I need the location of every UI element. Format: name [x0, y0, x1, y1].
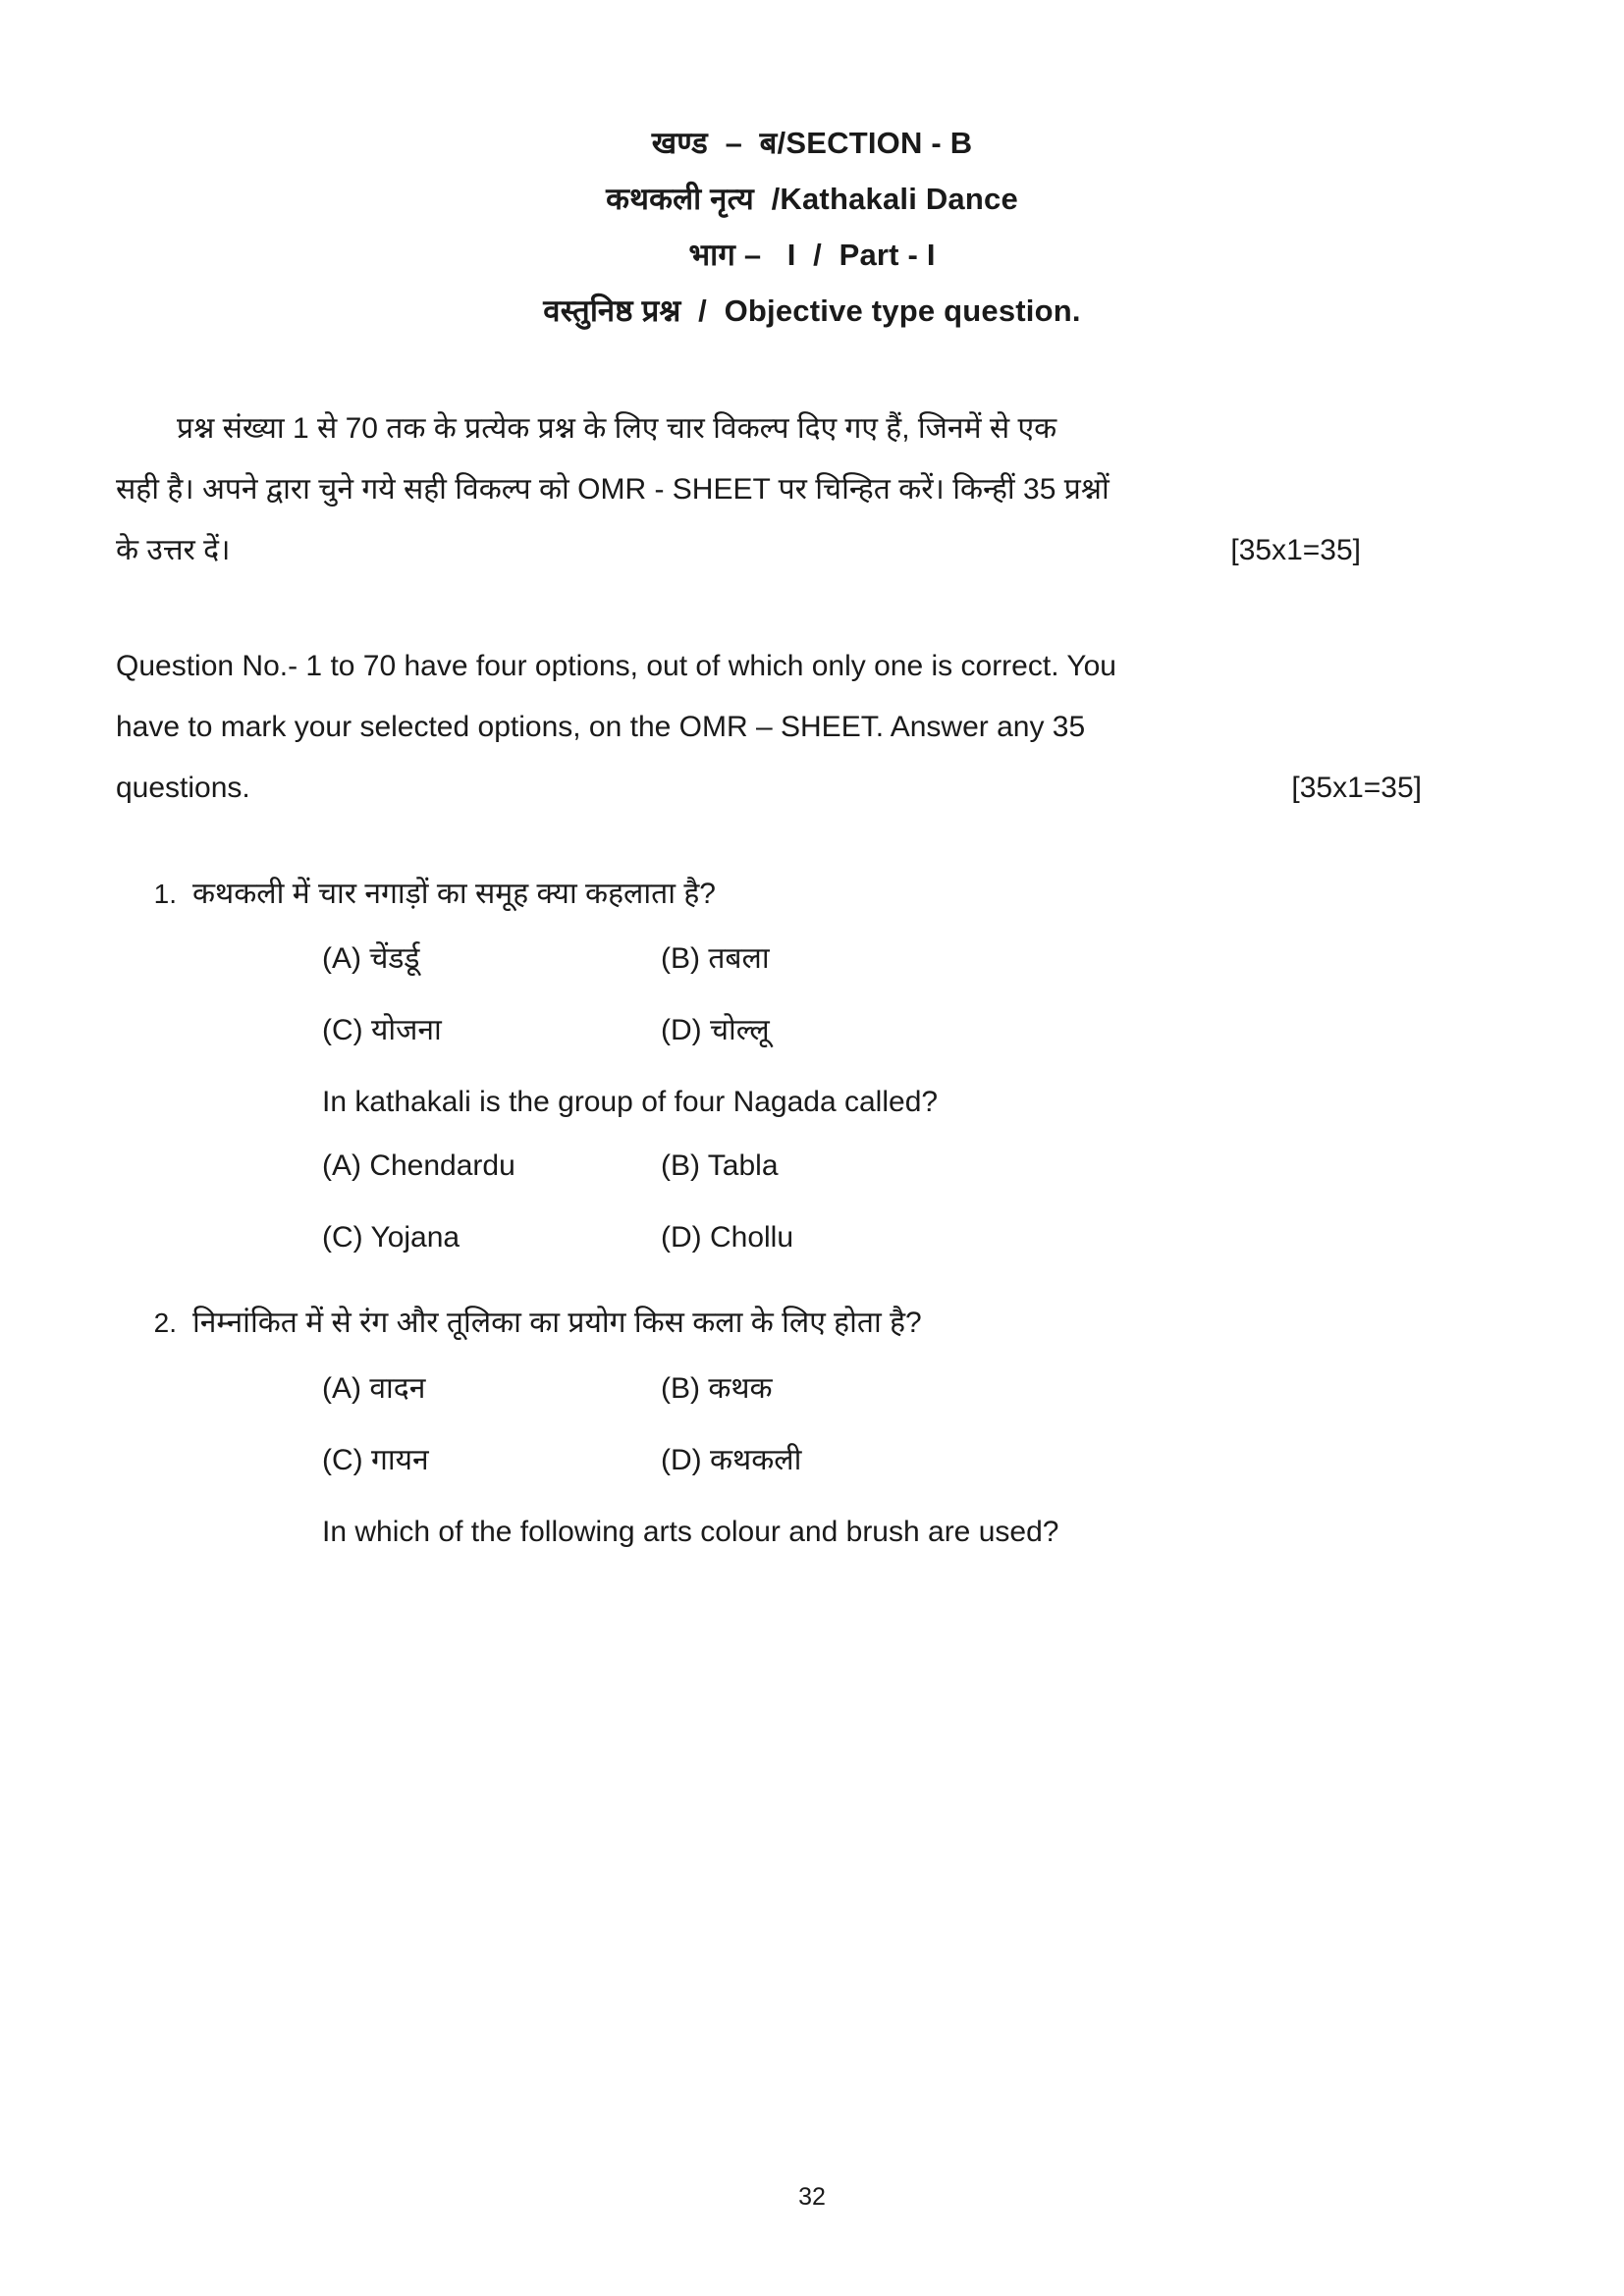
question-spacer [116, 1290, 1508, 1304]
english-marks: [35x1=35] [1291, 772, 1422, 805]
page-number: 32 [798, 2183, 826, 2211]
english-instruction-line-3-row [116, 758, 1508, 819]
english-instruction-line-3: questions. [116, 772, 250, 805]
option-row [322, 1441, 1508, 1479]
hindi-instruction-line-1: प्रश्न संख्या 1 से 70 तक के प्रत्येक प्रश्न के लिए चार विकल्प दिए गए हैं, जिनमें से एक [177, 412, 1057, 445]
hindi-marks: [35x1=35] [1230, 534, 1361, 567]
option-row [322, 1147, 1508, 1185]
question-1-number: 1. [153, 878, 177, 909]
question-block-2 [116, 1304, 1508, 1551]
question-1-english-option-c[interactable]: (C) Yojana [322, 1221, 460, 1255]
hindi-instruction-line-3-row [116, 520, 1508, 581]
question-1-hindi-option-b[interactable]: (B) तबला [661, 942, 770, 976]
subject-title: कथकली नृत्य /Kathakali Dance [606, 182, 1018, 216]
question-2-hindi-option-d[interactable]: (D) कथकली [661, 1443, 802, 1476]
question-1-hindi-options [322, 939, 1508, 1049]
question-1-hindi-option-d[interactable]: (D) चोल्लू [661, 1014, 770, 1047]
question-2-hindi-row [143, 1304, 1508, 1344]
hindi-instruction-line-2: सही है। अपने द्वारा चुने गये सही विकल्प को OMR - SHEET पर चिन्हित करें। किन्हीं 35 प्रश्नों [116, 473, 1110, 507]
option-row [322, 1011, 1508, 1049]
question-2-english-text: In which of the following arts colour and brush are used? [322, 1515, 1059, 1548]
question-2-hindi-option-c[interactable]: (C) गायन [322, 1443, 429, 1476]
option-row [322, 1218, 1508, 1256]
question-2-number: 2. [153, 1308, 177, 1339]
question-1-english-option-a[interactable]: (A) Chendardu [322, 1149, 515, 1183]
questions-list [116, 875, 1508, 1551]
option-row [322, 939, 1508, 978]
question-1-english-option-d[interactable]: (D) Chollu [661, 1221, 794, 1255]
question-1-hindi-option-c[interactable]: (C) योजना [322, 1014, 442, 1047]
section-title: खण्ड – ब/SECTION - B [651, 126, 973, 160]
question-2-hindi-options [322, 1369, 1508, 1479]
question-1-hindi-row [143, 875, 1508, 915]
part-title: भाग – I / Part - I [688, 238, 936, 272]
english-instruction-line-1: Question No.- 1 to 70 have four options, out of which only one is correct. You [116, 650, 1116, 683]
question-2-hindi-option-a[interactable]: (A) वादन [322, 1371, 426, 1405]
question-1-english-text: In kathakali is the group of four Nagada called? [322, 1086, 939, 1119]
english-instruction-line-2: have to mark your selected options, on the OMR – SHEET. Answer any 35 [116, 711, 1086, 744]
question-1-english-options [322, 1147, 1508, 1256]
question-1-hindi-option-a[interactable]: (A) चेंडर्डू [322, 942, 420, 976]
question-1-english-option-b[interactable]: (B) Tabla [661, 1149, 779, 1183]
question-1-hindi-text: कथकली में चार नगाड़ों का समूह क्या कहलाता है? [192, 877, 716, 910]
question-block-1 [116, 875, 1508, 1257]
option-row [322, 1369, 1508, 1408]
question-2-hindi-option-b[interactable]: (B) कथक [661, 1371, 773, 1405]
section-heading-block [116, 128, 1508, 326]
question-2-hindi-text: निम्नांकित में से रंग और तूलिका का प्रयोग किस कला के लिए होता है? [192, 1307, 922, 1340]
instructions-block [116, 399, 1508, 820]
hindi-instruction-line-3: के उत्तर दें। [116, 534, 231, 567]
question-type-title: वस्तुनिष्ठ प्रश्न / Objective type question. [543, 294, 1081, 328]
